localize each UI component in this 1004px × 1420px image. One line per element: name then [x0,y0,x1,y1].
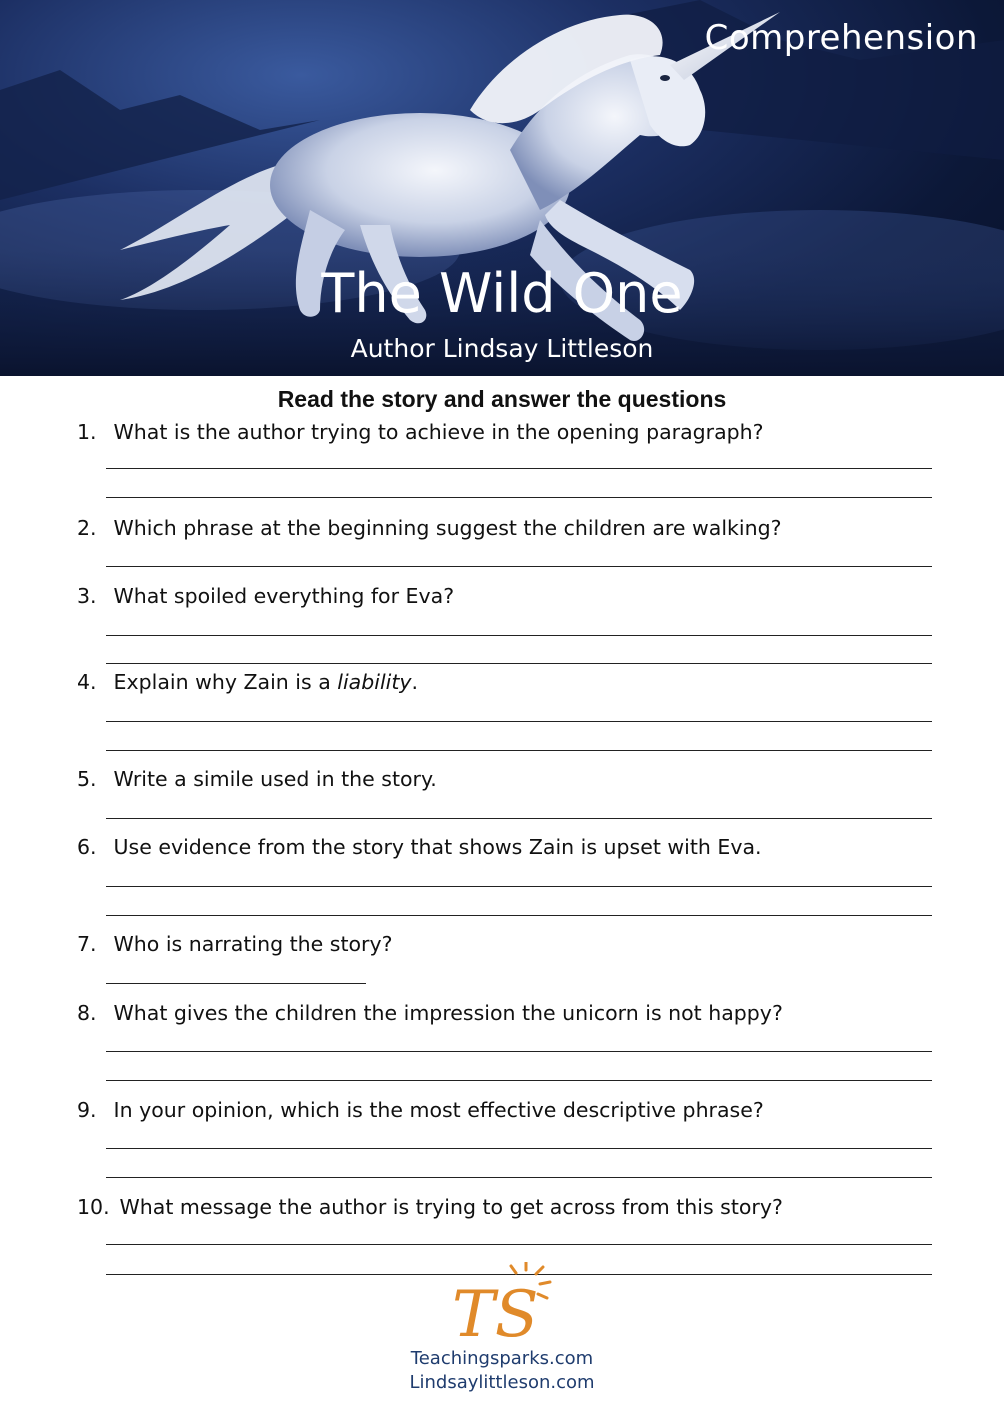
answer-line[interactable] [106,818,932,819]
svg-text:TS: TS [452,1278,539,1352]
answer-line[interactable] [106,1177,932,1178]
question-text: What is the author trying to achieve in the opening paragraph? [113,420,764,444]
site-link-lindsaylittleson[interactable]: Lindsaylittleson.com [409,1372,595,1393]
question-text-start: Explain why Zain is a [113,670,338,694]
question-5 [77,767,437,791]
question-3 [77,584,454,608]
answer-line[interactable] [106,983,366,984]
question-number: 2. [77,516,97,540]
question-number: 6. [77,835,97,859]
answer-line[interactable] [106,468,932,469]
answer-line[interactable] [106,1148,932,1149]
question-1 [77,420,764,444]
question-number: 10. [77,1195,110,1219]
question-9 [77,1098,764,1122]
answer-line[interactable] [106,1080,932,1081]
site-link-teachingsparks[interactable]: Teachingsparks.com [410,1348,594,1369]
question-text: Use evidence from the story that shows Zain is upset with Eva. [113,835,762,859]
question-text: Who is narrating the story? [113,932,393,956]
answer-line[interactable] [106,1244,932,1245]
question-text: Which phrase at the beginning suggest the children are walking? [113,516,782,540]
question-10 [77,1195,783,1219]
header-banner [0,0,1004,376]
question-number: 5. [77,767,97,791]
answer-line[interactable] [106,663,932,664]
footer-site-2[interactable] [0,1372,1004,1393]
answer-line[interactable] [106,497,932,498]
answer-line[interactable] [106,1051,932,1052]
question-text: What gives the children the impression the unicorn is not happy? [113,1001,783,1025]
author-line: Author Lindsay Littleson [350,334,654,363]
question-number: 4. [77,670,97,694]
answer-line[interactable] [106,886,932,887]
question-number: 8. [77,1001,97,1025]
question-number: 3. [77,584,97,608]
answer-line[interactable] [106,750,932,751]
question-4 [77,670,418,694]
question-text: What message the author is trying to get across from this story? [119,1195,783,1219]
answer-line[interactable] [106,915,932,916]
footer-site-1[interactable] [0,1348,1004,1369]
answer-line[interactable] [106,635,932,636]
story-title: The Wild One [321,262,683,325]
instructions-heading: Read the story and answer the questions [277,386,727,412]
teachingsparks-logo-icon [444,1262,554,1352]
question-text: What spoiled everything for Eva? [113,584,455,608]
question-7 [77,932,392,956]
question-2 [77,516,782,540]
question-text-italic: liability [337,670,412,694]
question-8 [77,1001,783,1025]
question-number: 9. [77,1098,97,1122]
question-number: 1. [77,420,97,444]
category-label: Comprehension [704,18,978,58]
answer-line[interactable] [106,566,932,567]
answer-line[interactable] [106,721,932,722]
question-number: 7. [77,932,97,956]
question-text-end: . [411,670,419,694]
question-text: In your opinion, which is the most effective descriptive phrase? [113,1098,764,1122]
question-text: Write a simile used in the story. [113,767,437,791]
question-6 [77,835,762,859]
